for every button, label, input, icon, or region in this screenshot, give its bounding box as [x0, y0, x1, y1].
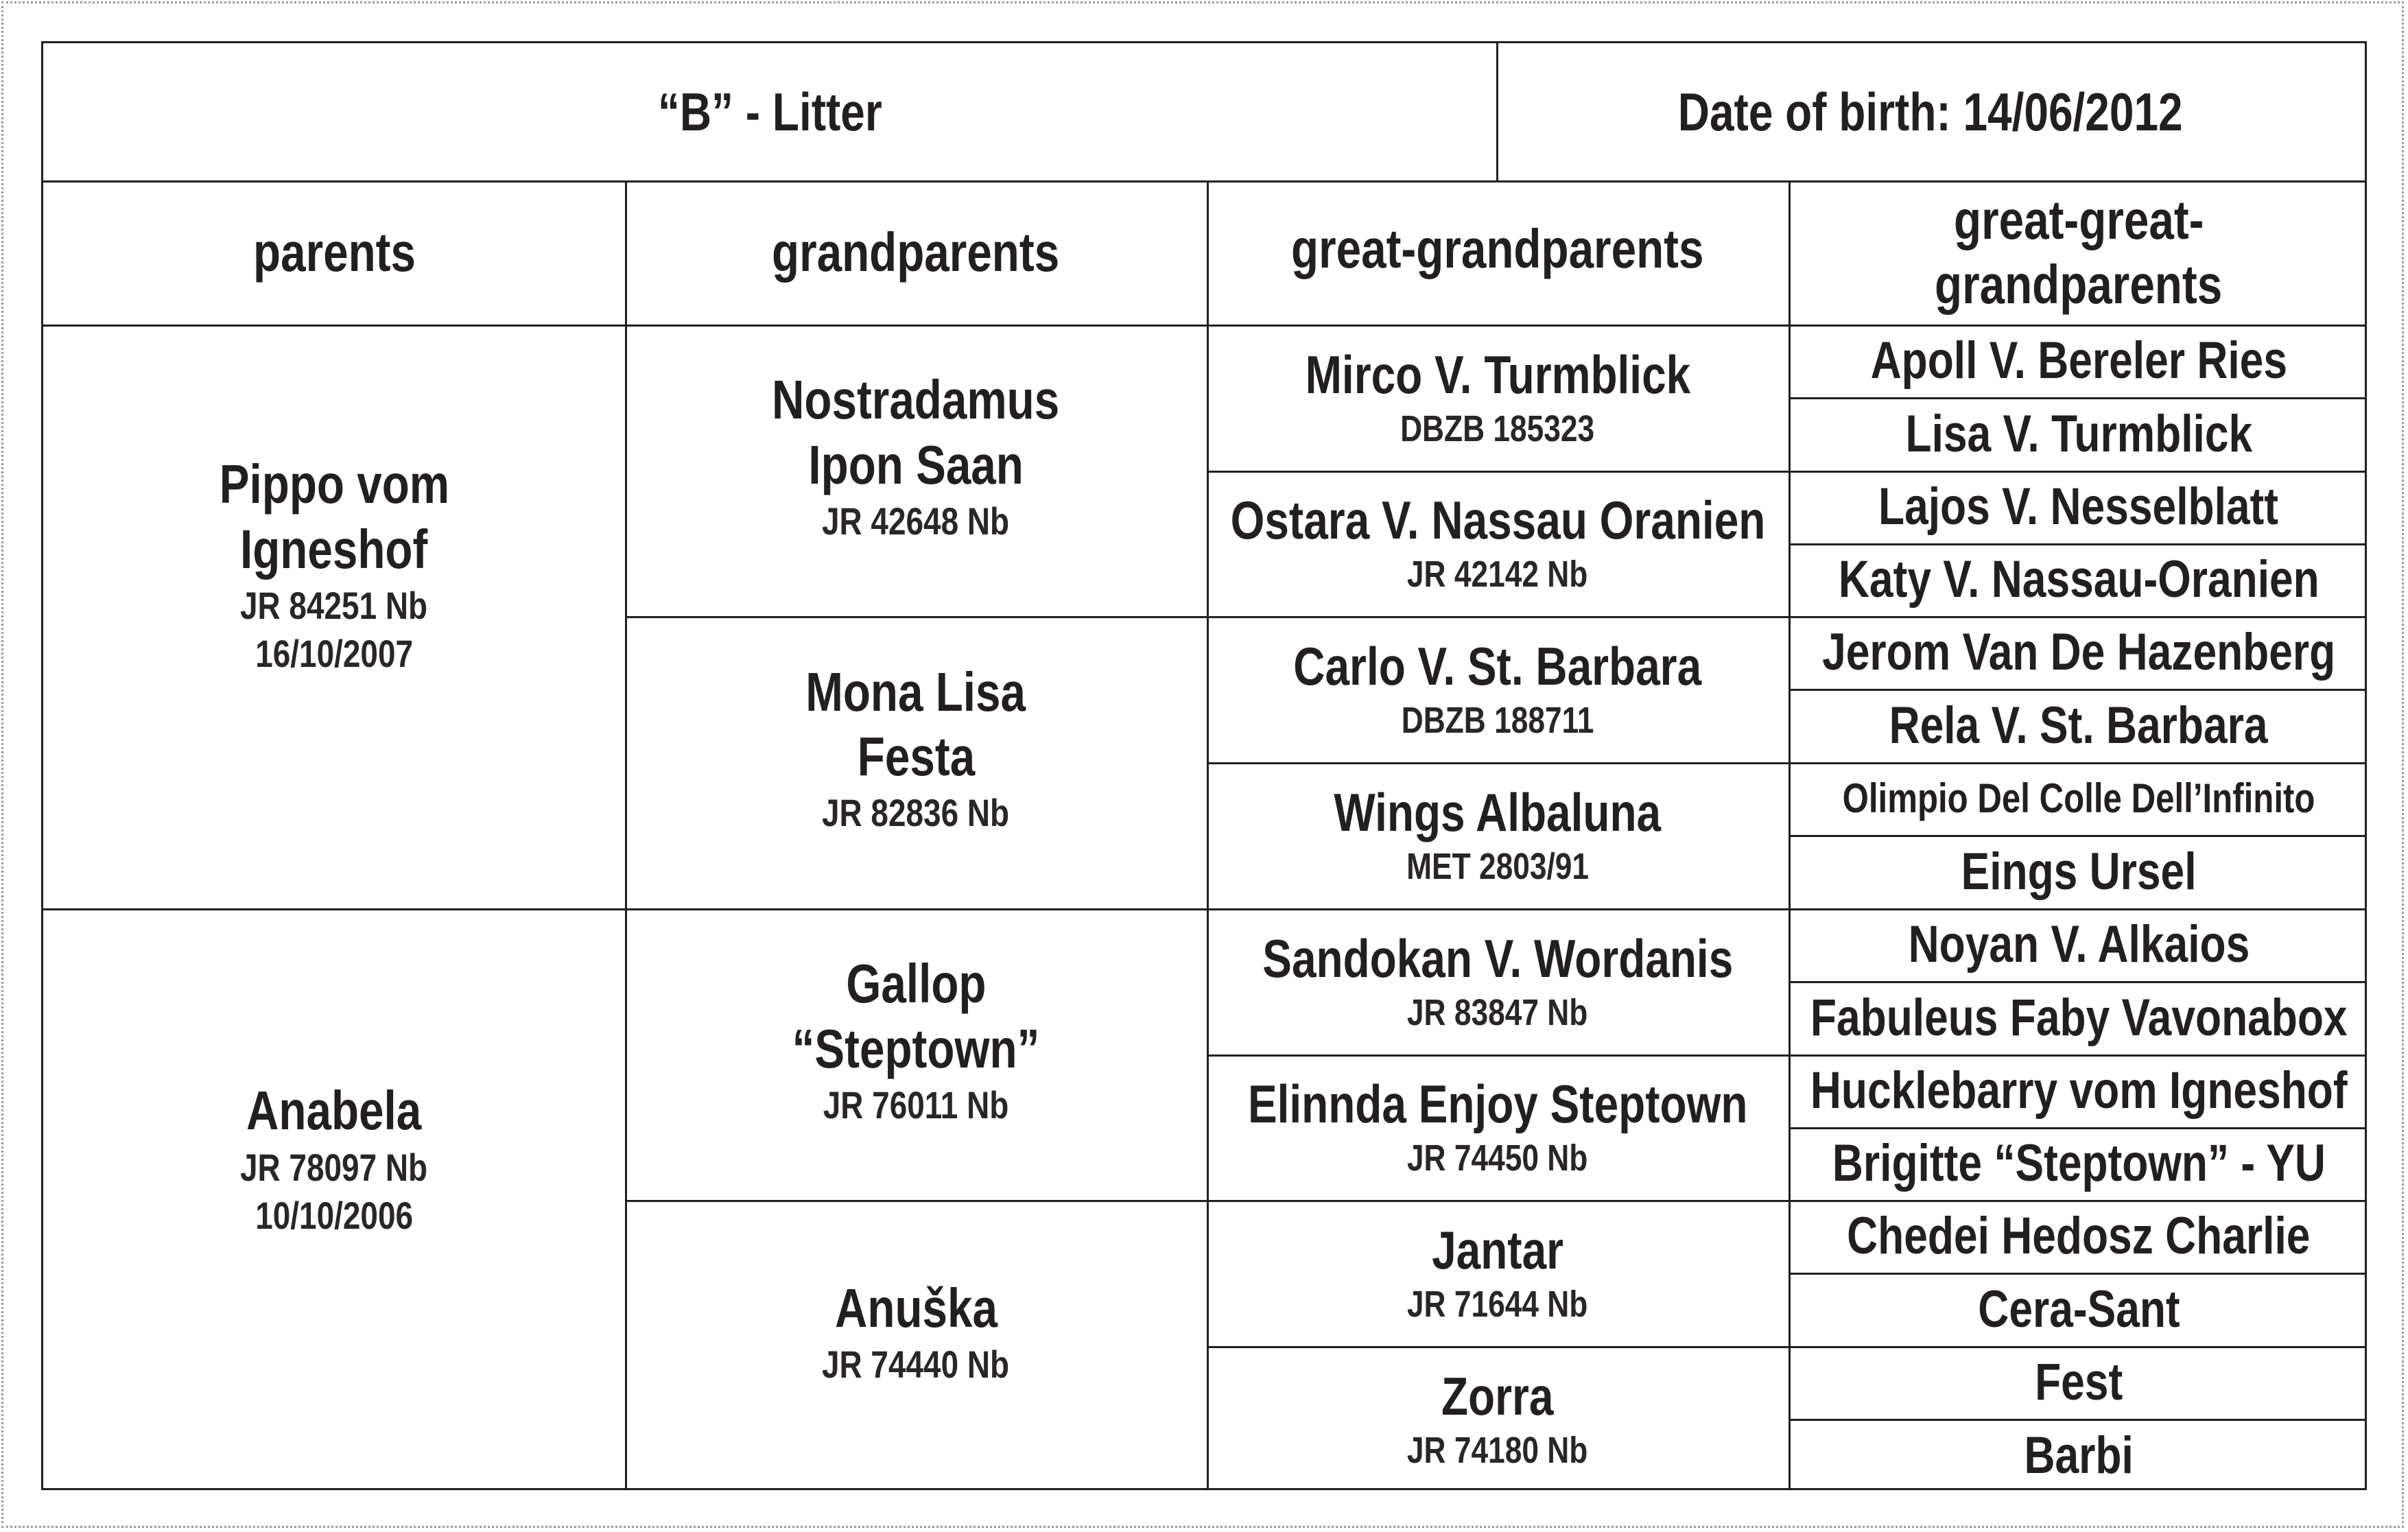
parent-reg: JR 78097 Nb	[240, 1145, 428, 1189]
ggg-14: Cera-Sant	[1977, 1280, 2180, 1339]
great-grandparent-6: Elinnda Enjoy Steptown JR 74450 Nb	[1247, 1074, 1748, 1179]
ggg-12: Brigitte “Steptown” - YU	[1832, 1134, 2326, 1193]
parent-sire	[43, 325, 625, 908]
parent-name: Igneshof	[240, 518, 428, 580]
birth-date-cell	[1496, 43, 2365, 180]
great-grandparent-4: Wings Albaluna MET 2803/91	[1334, 781, 1662, 887]
grandparent-2: Mona Lisa Festa JR 82836 Nb	[805, 661, 1026, 835]
grid-line	[1789, 1273, 2365, 1275]
parent-name: Pippo vom	[219, 453, 449, 515]
grid-line	[1789, 689, 2365, 691]
grandparent-4: Anuška JR 74440 Nb	[822, 1277, 1010, 1387]
grid-line	[625, 180, 627, 1488]
grid-line	[1789, 397, 2365, 399]
ggg-6: Rela V. St. Barbara	[1889, 696, 2268, 755]
great-grandparent-7: Jantar JR 71644 Nb	[1407, 1219, 1588, 1325]
header-grandparents: grandparents	[772, 221, 1060, 283]
great-grandparent-3: Carlo V. St. Barbara DBZB 188711	[1293, 635, 1702, 741]
header-great-grandparents: great-grandparents	[1291, 217, 1704, 279]
parent-dob: 16/10/2007	[255, 631, 413, 675]
grid-line	[1207, 1346, 2365, 1348]
header-great-great-grandparents: great-great- grandparents	[1935, 189, 2223, 315]
ggg-2: Lisa V. Turmblick	[1905, 404, 2252, 463]
grid-line	[1207, 180, 1209, 1488]
great-grandparent-1: Mirco V. Turmblick DBZB 185323	[1305, 344, 1690, 449]
grid-line	[1207, 1054, 2365, 1057]
grid-line	[1789, 981, 2365, 983]
grid-line	[1789, 180, 1791, 1488]
parent-name: Anabela	[246, 1080, 422, 1142]
ggg-16: Barbi	[2024, 1426, 2134, 1485]
parent-dob: 10/10/2006	[255, 1193, 413, 1237]
litter-title-cell	[43, 43, 1496, 180]
grid-line	[1207, 471, 2365, 473]
birth-date: Date of birth: 14/06/2012	[1678, 81, 2183, 142]
litter-title: “B” - Litter	[657, 81, 882, 142]
grid-line	[43, 325, 2365, 327]
ggg-7: Olimpio Del Colle Dell’Infinito	[1842, 775, 2315, 821]
great-grandparent-8: Zorra JR 74180 Nb	[1407, 1365, 1588, 1471]
ggg-8: Eings Ursel	[1961, 842, 2197, 901]
ggg-1: Apoll V. Bereler Ries	[1870, 331, 2287, 390]
ggg-15: Fest	[2034, 1353, 2123, 1412]
parent-reg: JR 84251 Nb	[240, 583, 428, 627]
ggg-11: Hucklebarry vom Igneshof	[1810, 1061, 2348, 1120]
grid-line	[43, 908, 2365, 910]
ggg-13: Chedei Hedosz Charlie	[1847, 1207, 2311, 1266]
parent-dam	[43, 908, 625, 1492]
grid-line	[1789, 835, 2365, 837]
ggg-4: Katy V. Nassau-Oranien	[1838, 550, 2320, 609]
grandparent-1: Nostradamus Ipon Saan JR 42648 Nb	[772, 369, 1060, 543]
ggg-9: Noyan V. Alkaios	[1908, 915, 2250, 974]
great-grandparent-5: Sandokan V. Wordanis JR 83847 Nb	[1262, 928, 1733, 1033]
ggg-3: Lajos V. Nesselblatt	[1878, 478, 2279, 537]
ggg-10: Fabuleus Faby Vavonabox	[1810, 988, 2348, 1047]
grid-line	[1207, 762, 2365, 764]
grid-line	[1496, 43, 1498, 180]
grandparent-3: Gallop “Steptown” JR 76011 Nb	[792, 953, 1040, 1127]
great-grandparent-2: Ostara V. Nassau Oranien JR 42142 Nb	[1230, 490, 1765, 596]
ggg-5: Jerom Van De Hazenberg	[1821, 623, 2336, 682]
pedigree-table	[41, 41, 2367, 1490]
grid-line	[625, 616, 2365, 618]
grid-line	[625, 1200, 2365, 1202]
header-parents: parents	[252, 221, 416, 283]
grid-line	[43, 180, 2365, 182]
grid-line	[1789, 543, 2365, 545]
grid-line	[1789, 1419, 2365, 1421]
grid-line	[1789, 1127, 2365, 1129]
